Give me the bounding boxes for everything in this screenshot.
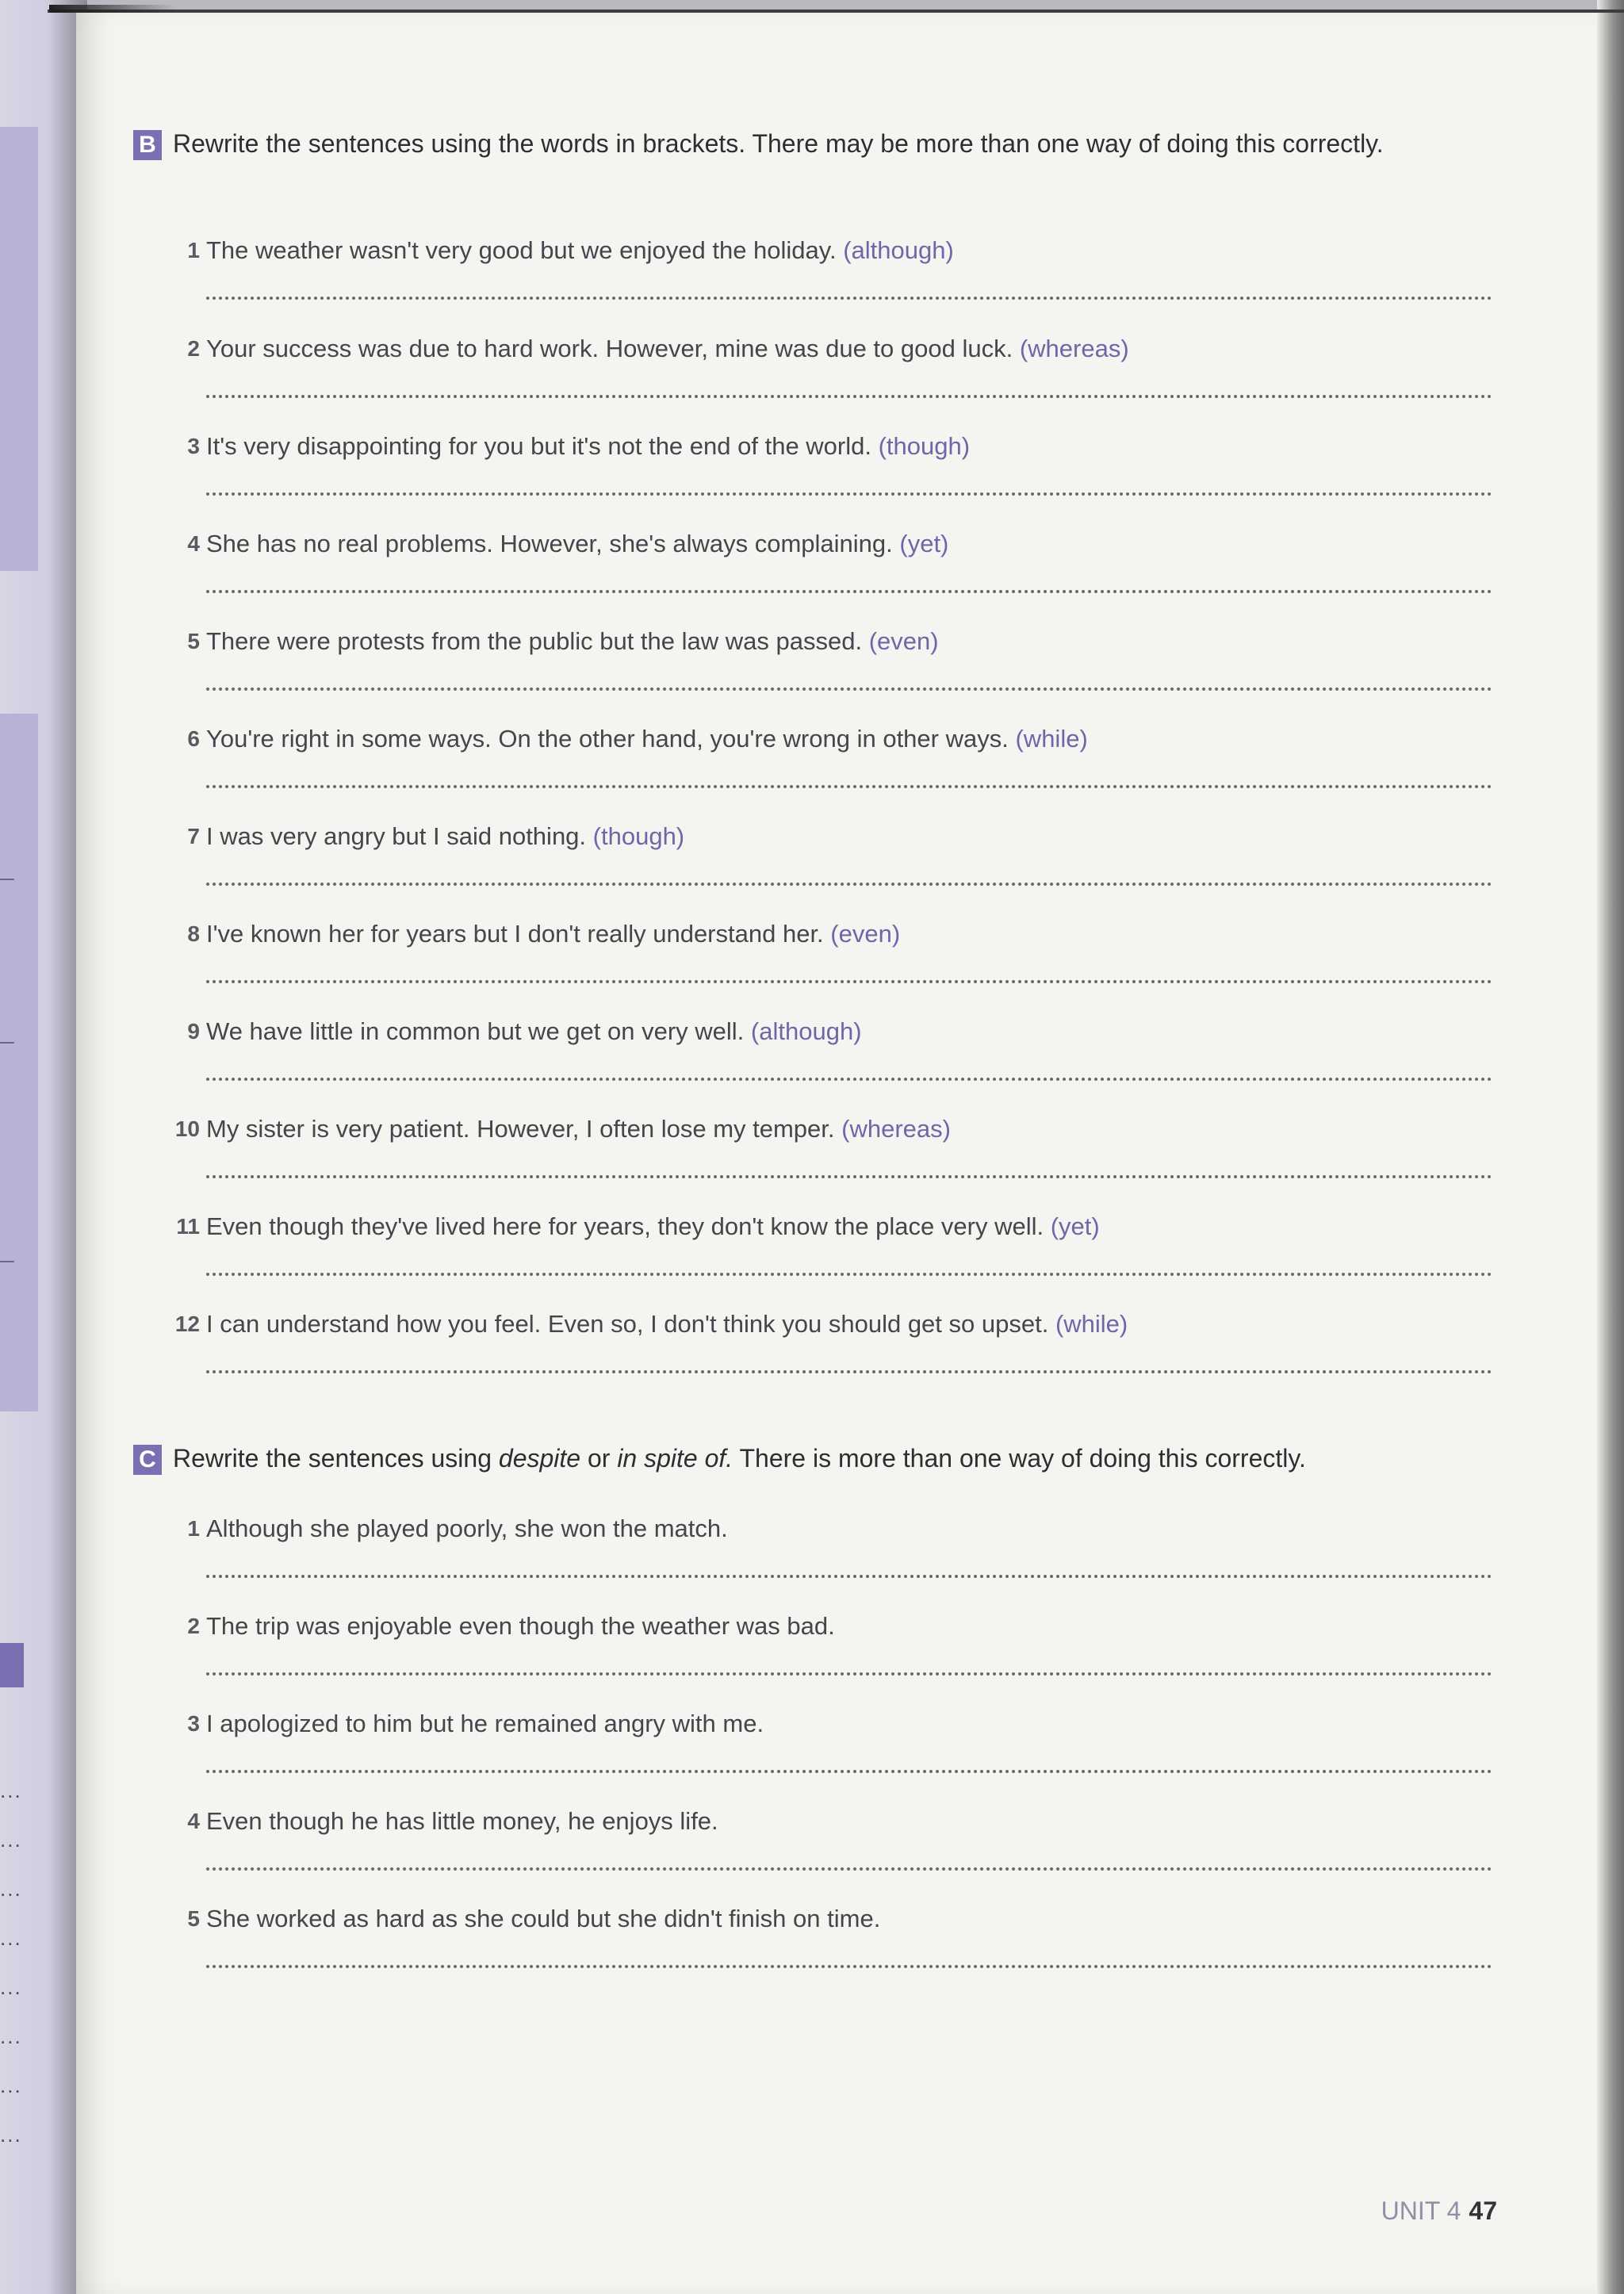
page-footer [1381, 2196, 1497, 2226]
item-text: I can understand how you feel. Even so, I don't think you should get so upset. [206, 1310, 1049, 1338]
item-text: You're right in some ways. On the other hand, you're wrong in other ways. [206, 725, 1009, 753]
item-number: 9 [187, 1019, 200, 1044]
answer-line[interactable] [206, 883, 1492, 886]
item-sentence: The trip was enjoyable even though the weather was bad. [206, 1612, 835, 1640]
item-text: My sister is very patient. However, I often lose my temper. [206, 1115, 835, 1143]
exercise-b-item [168, 528, 1492, 607]
exercise-b-item [168, 235, 1492, 314]
exercise-c-heading [133, 1442, 1513, 1475]
page-top-edge [48, 10, 1624, 13]
answer-line[interactable] [206, 492, 1492, 496]
item-sentence [206, 1211, 1100, 1243]
exercise-c-item [168, 1610, 1492, 1690]
left-margin-dots: ... [0, 1779, 22, 1802]
item-number: 1 [187, 1516, 200, 1541]
item-number: 6 [187, 726, 200, 751]
item-hint: (yet) [899, 530, 949, 557]
answer-line[interactable] [206, 297, 1492, 300]
item-sentence [206, 1016, 862, 1047]
exercise-b-heading [133, 127, 1513, 160]
exercise-c-item [168, 1708, 1492, 1787]
item-number: 8 [187, 921, 200, 946]
item-number: 10 [174, 1116, 200, 1141]
left-margin-dash [0, 1042, 14, 1044]
exercise-b-item [168, 918, 1492, 998]
answer-line[interactable] [206, 785, 1492, 788]
unit-label: UNIT 4 [1381, 2196, 1461, 2225]
item-number: 3 [187, 434, 200, 458]
answer-line[interactable] [206, 687, 1492, 691]
item-sentence [206, 528, 948, 560]
left-page-margin [0, 0, 87, 2294]
answer-line[interactable] [206, 980, 1492, 983]
instruction-keyword: in spite of. [617, 1444, 733, 1473]
item-hint: (whereas) [1019, 335, 1129, 362]
page-number: 47 [1469, 2196, 1497, 2225]
exercise-b-item [168, 333, 1492, 412]
item-hint: (though) [592, 822, 685, 850]
item-text: I've known her for years but I don't really understand her. [206, 920, 824, 948]
item-text: There were protests from the public but the law was passed. [206, 627, 863, 655]
left-margin-tint [0, 127, 38, 571]
item-number: 3 [187, 1711, 200, 1736]
answer-line[interactable] [206, 1273, 1492, 1276]
exercise-b-instruction: Rewrite the sentences using the words in brackets. There may be more than one way of doing this correctly. [173, 129, 1384, 158]
item-number: 2 [187, 336, 200, 361]
exercise-c-letter-badge: C [133, 1445, 162, 1475]
item-number: 11 [176, 1214, 200, 1239]
item-sentence: She worked as hard as she could but she didn't finish on time. [206, 1905, 881, 1932]
item-text: I was very angry but I said nothing. [206, 822, 587, 850]
answer-line[interactable] [206, 1175, 1492, 1178]
item-text: We have little in common but we get on very well. [206, 1017, 745, 1045]
exercise-b-item [168, 1113, 1492, 1193]
exercise-b-item [168, 821, 1492, 900]
item-text: Your success was due to hard work. However, mine was due to good luck. [206, 335, 1013, 362]
item-number: 1 [187, 238, 200, 262]
item-sentence: I apologized to him but he remained angry with me. [206, 1710, 764, 1737]
item-hint: (even) [868, 627, 939, 655]
instruction-text: or [580, 1444, 618, 1473]
exercise-b-item [168, 1211, 1492, 1290]
exercise-b-item [168, 723, 1492, 802]
item-hint: (whereas) [841, 1115, 951, 1143]
exercise-c-instruction [173, 1442, 1513, 1475]
item-sentence [206, 626, 939, 657]
item-number: 5 [187, 1906, 200, 1931]
answer-line[interactable] [206, 1370, 1492, 1373]
instruction-text: Rewrite the sentences using [173, 1444, 499, 1473]
item-hint: (while) [1015, 725, 1088, 753]
answer-line[interactable] [206, 1078, 1492, 1081]
item-sentence: Although she played poorly, she won the match. [206, 1515, 728, 1542]
item-sentence [206, 1113, 951, 1145]
item-text: Even though they've lived here for years, they don't know the place very well. [206, 1212, 1044, 1240]
item-number: 7 [187, 824, 200, 848]
item-sentence [206, 918, 900, 950]
exercise-c-item [168, 1806, 1492, 1885]
exercise-b-item [168, 431, 1492, 510]
instruction-text: There is more than one way of doing this correctly. [733, 1444, 1306, 1473]
item-number: 4 [187, 1809, 200, 1833]
left-margin-dots: ... [0, 1926, 22, 1950]
item-sentence [206, 821, 684, 852]
left-margin-dots: ... [0, 2024, 22, 2048]
item-sentence [206, 333, 1129, 365]
item-number: 5 [187, 629, 200, 653]
item-sentence [206, 723, 1088, 755]
item-hint: (though) [878, 432, 971, 460]
left-margin-dots: ... [0, 1877, 22, 1901]
left-margin-tab [0, 1643, 24, 1687]
item-sentence [206, 235, 954, 266]
instruction-keyword: despite [498, 1444, 581, 1473]
exercise-b-letter-badge: B [133, 130, 162, 160]
left-margin-dots: ... [0, 2123, 22, 2147]
item-hint: (yet) [1050, 1212, 1100, 1240]
item-text: The weather wasn't very good but we enjoyed the holiday. [206, 236, 837, 264]
answer-line[interactable] [206, 1575, 1492, 1578]
item-sentence [206, 431, 970, 462]
item-hint: (although) [843, 236, 954, 264]
left-margin-dots: ... [0, 1975, 22, 1999]
item-hint: (although) [750, 1017, 862, 1045]
item-text: It's very disappointing for you but it's not the end of the world. [206, 432, 871, 460]
left-margin-dash [0, 879, 14, 880]
answer-line[interactable] [206, 1965, 1492, 1968]
item-text: She has no real problems. However, she's always complaining. [206, 530, 893, 557]
item-number: 4 [187, 531, 200, 556]
answer-line[interactable] [206, 1867, 1492, 1871]
page-top-corner [49, 5, 176, 13]
item-hint: (while) [1055, 1310, 1128, 1338]
left-margin-dots: ... [0, 2074, 22, 2097]
item-sentence: Even though he has little money, he enjoys life. [206, 1807, 718, 1835]
answer-line[interactable] [206, 1672, 1492, 1676]
exercise-b-item [168, 1016, 1492, 1095]
answer-line[interactable] [206, 590, 1492, 593]
item-number: 2 [187, 1614, 200, 1638]
item-number: 12 [174, 1312, 200, 1336]
item-sentence [206, 1308, 1128, 1340]
item-hint: (even) [830, 920, 901, 948]
page-right-edge [1597, 0, 1624, 2294]
exercise-c-item [168, 1513, 1492, 1592]
left-margin-dash [0, 1261, 14, 1262]
answer-line[interactable] [206, 1770, 1492, 1773]
left-margin-dots: ... [0, 1828, 22, 1852]
exercise-c-item [168, 1903, 1492, 1982]
exercise-b-item [168, 626, 1492, 705]
left-margin-tint [0, 714, 38, 1411]
exercise-b-item [168, 1308, 1492, 1388]
answer-line[interactable] [206, 395, 1492, 398]
